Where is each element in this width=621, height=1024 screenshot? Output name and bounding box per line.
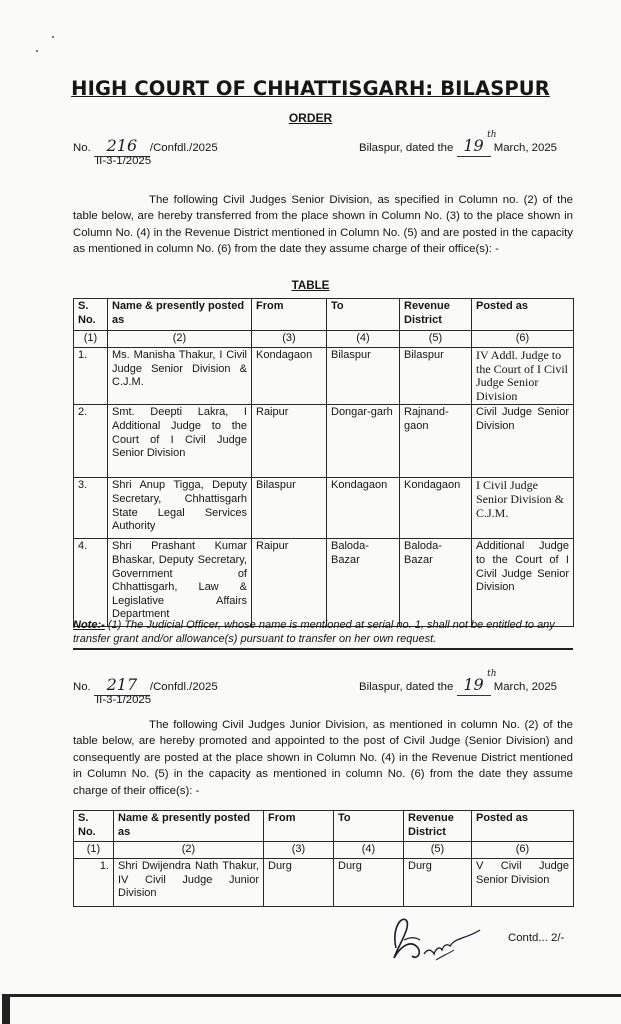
column-number: (1) — [74, 331, 108, 348]
cell-from: Kondagaon — [252, 348, 327, 405]
cell-posted-as: I Civil Judge Senior Division & C.J.M. — [472, 478, 574, 539]
order1-date: Bilaspur, dated the 19 th March, 2025 — [359, 130, 558, 155]
column-number: (4) — [334, 842, 404, 859]
cell-posted-as: V Civil Judge Senior Division — [472, 859, 574, 907]
cell-serial: 4. — [74, 539, 108, 627]
scan-bottom-edge — [8, 994, 621, 997]
column-number: (3) — [264, 842, 334, 859]
table-row — [74, 478, 574, 539]
handwritten-date-suffix: th — [487, 130, 497, 140]
header-cell: Name & presently posted as — [108, 299, 252, 331]
scan-speck — [36, 50, 38, 52]
column-number: (3) — [252, 331, 327, 348]
cell-district: Bilaspur — [400, 348, 472, 405]
column-number: (4) — [327, 331, 400, 348]
signature — [378, 910, 498, 970]
cell-posted-as: Civil Judge Senior Division — [472, 405, 574, 478]
column-number: (2) — [108, 331, 252, 348]
order1-file-number: II-3-1/2025 — [96, 155, 152, 167]
table-row — [74, 405, 574, 478]
handwritten-date-day: 19 — [463, 675, 484, 694]
cell-name: Smt. Deepti Lakra, I Additional Judge to the Court of I Civil Judge Senior Division — [108, 405, 252, 478]
continued-label: Contd... 2/- — [508, 932, 565, 944]
header-cell: Posted as — [472, 811, 574, 842]
handwritten-date-suffix: th — [487, 669, 497, 679]
cell-district: Baloda-Bazar — [400, 539, 472, 627]
order1-table — [73, 298, 574, 627]
note-label: Note:- — [73, 619, 105, 631]
cell-from: Bilaspur — [252, 478, 327, 539]
column-number: (5) — [400, 331, 472, 348]
cell-district: Durg — [404, 859, 472, 907]
cell-serial: 2. — [74, 405, 108, 478]
order2-paragraph: The following Civil Judges Junior Division, as mentioned in column No. (2) of the table below, are hereby promoted and appointed to the post of Civil Judge (Senior Division) and consequently are posted at the place shown in Column No. (4) in the Revenue District mentioned in Column No. (5) in the capacity as mentioned in column No. (6) from the date they assume charge of their office(s): - — [73, 719, 573, 797]
order2-number: No. 217 /Confdl./2025 — [73, 675, 218, 694]
handwritten-order-number: 216 — [106, 136, 138, 155]
table-title: TABLE — [291, 279, 330, 292]
handwritten-date-day: 19 — [463, 136, 484, 155]
cell-to: Kondagaon — [327, 478, 400, 539]
table-row — [74, 859, 574, 907]
cell-to: Durg — [334, 859, 404, 907]
header-cell: S. No. — [74, 299, 108, 331]
cell-serial: 3. — [74, 478, 108, 539]
handwritten-order-number: 217 — [106, 675, 138, 694]
note-text: (1) The Judicial Officer, whose name is mentioned at serial no. 1, shall not be entitled to any transfer grant and/or allowance(s) pursuant to transfer on her own request. — [73, 619, 555, 645]
header-cell: To — [327, 299, 400, 331]
header-cell: S. No. — [74, 811, 114, 842]
column-number: (2) — [114, 842, 264, 859]
page-title: HIGH COURT OF CHHATTISGARH: BILASPUR — [71, 77, 550, 100]
scan-corner-edge — [2, 994, 10, 1024]
header-cell: From — [252, 299, 327, 331]
cell-name: Ms. Manisha Thakur, I Civil Judge Senior Division & C.J.M. — [108, 348, 252, 405]
column-number-row — [74, 331, 574, 348]
header-cell: Revenue District — [400, 299, 472, 331]
scan-bottom-margin — [0, 996, 621, 1024]
column-number: (6) — [472, 842, 574, 859]
header-cell: From — [264, 811, 334, 842]
section-divider — [73, 648, 573, 650]
cell-name: Shri Anup Tigga, Deputy Secretary, Chhattisgarh State Legal Services Authority — [108, 478, 252, 539]
order1-note — [73, 618, 573, 646]
cell-name: Shri Dwijendra Nath Thakur, IV Civil Judge Junior Division — [114, 859, 264, 907]
cell-district: Kondagaon — [400, 478, 472, 539]
table-row — [74, 348, 574, 405]
order-heading: ORDER — [288, 111, 333, 125]
cell-serial: 1. — [74, 348, 108, 405]
scan-speck — [52, 36, 54, 38]
cell-from: Durg — [264, 859, 334, 907]
cell-name: Shri Prashant Kumar Bhaskar, Deputy Secretary, Government of Chhattisgarh, Law & Legislative Affairs Department — [108, 539, 252, 627]
table-header-row — [74, 811, 574, 842]
header-cell: Name & presently posted as — [114, 811, 264, 842]
cell-serial: 1. — [74, 859, 114, 907]
header-cell: Posted as — [472, 299, 574, 331]
table-row — [74, 539, 574, 627]
cell-to: Dongar-garh — [327, 405, 400, 478]
cell-posted-as: Additional Judge to the Court of I Civil Judge Senior Division — [472, 539, 574, 627]
order2-date: Bilaspur, dated the 19 th March, 2025 — [359, 669, 558, 694]
cell-posted-as: IV Addl. Judge to the Court of I Civil Judge Senior Division — [472, 348, 574, 405]
header-cell: To — [334, 811, 404, 842]
order1-paragraph: The following Civil Judges Senior Division, as specified in Column no. (2) of the table below, are hereby transferred from the place shown in Column No. (3) to the place shown in Column No. (4) in the Revenue District mentioned in Column No. (5) and are posted in the capacity as mentioned in column No. (6) from the date they assume charge of their office(s): - — [73, 194, 573, 256]
column-number-row — [74, 842, 574, 859]
column-number: (1) — [74, 842, 114, 859]
cell-district: Rajnand-gaon — [400, 405, 472, 478]
header-cell: Revenue District — [404, 811, 472, 842]
order1-number: No. 216 /Confdl./2025 — [73, 136, 218, 155]
cell-to: Bilaspur — [327, 348, 400, 405]
order2-file-number: II-3-1/2025 — [96, 694, 152, 706]
cell-from: Raipur — [252, 539, 327, 627]
cell-to: Baloda-Bazar — [327, 539, 400, 627]
order2-table — [73, 810, 574, 907]
column-number: (5) — [404, 842, 472, 859]
cell-from: Raipur — [252, 405, 327, 478]
column-number: (6) — [472, 331, 574, 348]
table-header-row — [74, 299, 574, 331]
